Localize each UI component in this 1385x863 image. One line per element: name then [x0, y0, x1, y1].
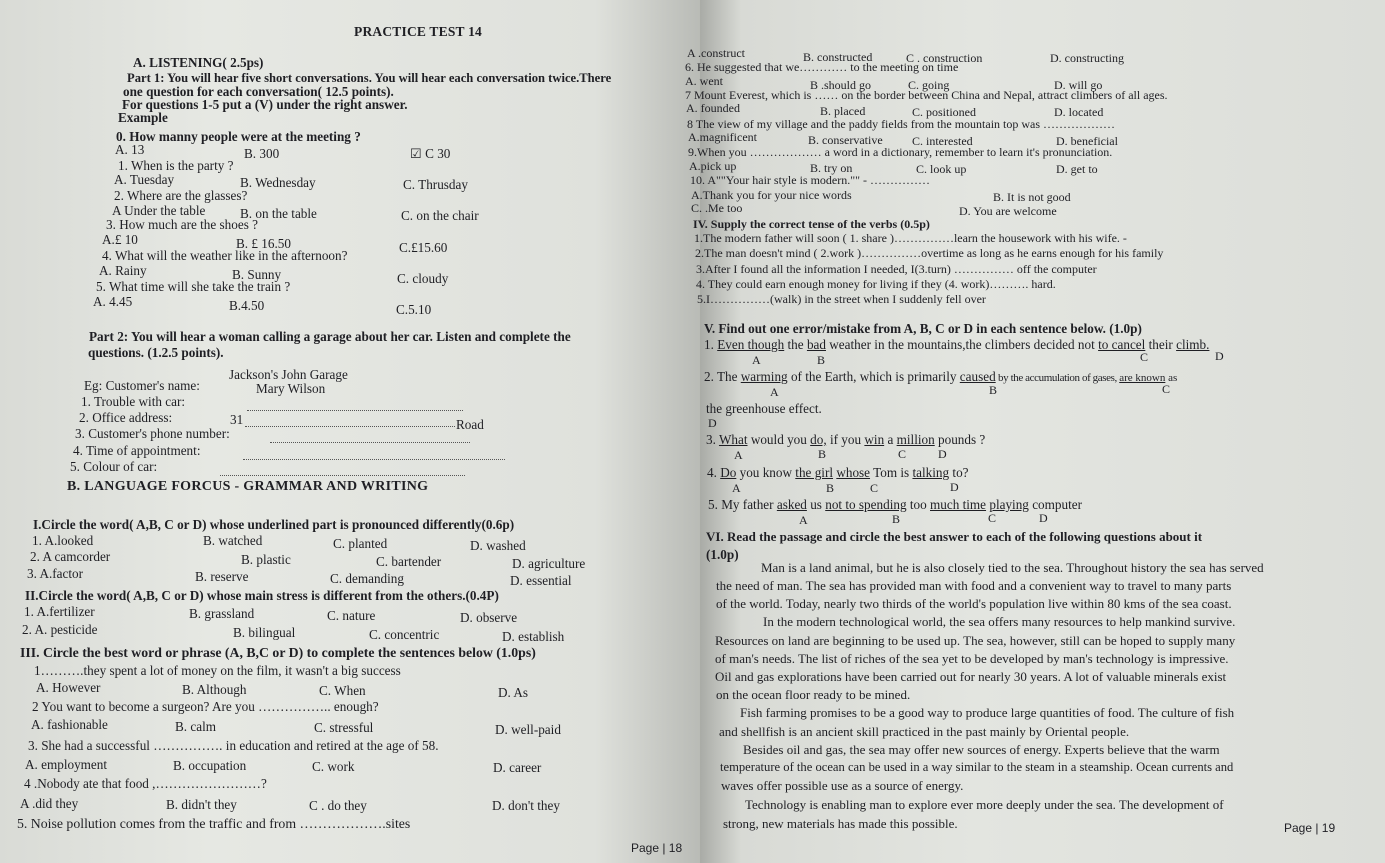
page-number: Page | 19	[1284, 821, 1336, 835]
form-example-label: Eg: Customer's name:	[84, 378, 200, 393]
option-a: A .construct	[687, 46, 745, 60]
option-d: D. You are welcome	[959, 204, 1057, 218]
s1-option: C. planted	[333, 536, 388, 551]
section6-heading: VI. Read the passage and circle the best answer to each of the following questions about it	[706, 529, 1203, 544]
passage-line: of the world. Today, nearly two thirds of the world's population live within 80 kms of the sea coast.	[716, 596, 1232, 611]
option-a: A. Tuesday	[114, 172, 175, 187]
option-c: C.5.10	[396, 302, 432, 317]
example-option-checked: ☑ C 30	[410, 146, 451, 161]
item-question: 7 Mount Everest, which is …… on the border between China and Nepal, attract climbers of all ages.	[685, 88, 1168, 102]
s3-option: D. don't they	[492, 798, 560, 813]
section4-line: 1.The modern father will soon ( 1. share )……………learn the housework with his wife. -	[694, 231, 1127, 245]
listening-question: 1. When is the party ?	[118, 158, 234, 173]
option-d: D. will go	[1054, 78, 1103, 92]
section1-heading: I.Circle the word( A,B, C or D) whose underlined part is pronounced differently(0.6p)	[33, 517, 515, 532]
s2-option: 1. A.fertilizer	[24, 604, 95, 619]
passage-line: In the modern technological world, the sea offers many resources to help mankind survive.	[763, 614, 1236, 629]
s2-option: C. nature	[327, 608, 376, 623]
s3-option: D. As	[498, 685, 529, 700]
section4-line: 2.The man doesn't mind ( 2.work )……………overtime as long as he earns enough for his family	[695, 246, 1164, 260]
s2-option: B. grassland	[189, 606, 255, 621]
form-blank	[243, 459, 505, 460]
option-a: A Under the table	[112, 203, 206, 218]
option-d: D. get to	[1056, 162, 1098, 176]
s1-option: B. reserve	[195, 569, 249, 584]
letter-a: A	[752, 353, 761, 367]
listening-question: 2. Where are the glasses?	[114, 188, 248, 203]
s1-option: B. watched	[203, 533, 263, 548]
form-title: Jackson's John Garage	[229, 367, 348, 382]
option-c: C . construction	[906, 51, 983, 65]
s2-option: D. observe	[460, 610, 518, 625]
s3-question: 1……….they spent a lot of money on the film, it wasn't a big success	[34, 663, 401, 678]
s1-option: D. essential	[510, 573, 572, 588]
s1-option: 2. A camcorder	[30, 549, 111, 564]
part1-instruction: Part 1: You will hear five short conversations. You will hear each conversation twice.There	[127, 71, 612, 85]
part1-instruction-2: one question for each conversation( 12.5 points).	[123, 84, 394, 99]
option-d: D. constructing	[1050, 51, 1124, 65]
form-field-label: 2. Office address:	[79, 410, 173, 425]
s3-option: A. However	[36, 680, 101, 695]
option-c: C. interested	[912, 134, 973, 148]
option-d: D. beneficial	[1056, 134, 1118, 148]
s2-option: D. establish	[502, 629, 565, 644]
passage-line: the need of man. The sea has provided man with food and a convenient way to travel to many parts	[716, 578, 1232, 593]
form-field-suffix: Road	[456, 417, 484, 432]
listening-question: 4. What will the weather like in the afternoon?	[102, 248, 348, 263]
passage-line: Man is a land animal, but he is also closely tied to the sea. Throughout history the sea has served	[761, 560, 1264, 575]
s3-question: 2 You want to become a surgeon? Are you …………….. enough?	[32, 699, 379, 714]
s3-question: 4 .Nobody ate that food ,……………………?	[24, 776, 267, 791]
right-page	[685, 0, 1385, 863]
letter-a: A	[732, 481, 741, 495]
example-option: A. 13	[115, 142, 145, 157]
letter-b: B	[989, 383, 998, 397]
s5-sentence-5: 5. My father asked us not to spending too much time playing computer	[708, 497, 1083, 512]
s3-option: A. employment	[25, 757, 108, 772]
section4-heading: IV. Supply the correct tense of the verbs (0.5p)	[693, 217, 930, 231]
s3-option: C . do they	[309, 798, 367, 813]
page-number: Page | 18	[631, 841, 683, 855]
passage-line: Technology is enabling man to explore ever more deeply under the sea. The development of	[745, 797, 1224, 812]
part1-instruction-3: For questions 1-5 put a (V) under the right answer.	[122, 97, 408, 112]
passage-line: on the ocean floor ready to be mined.	[716, 687, 911, 702]
s5-sentence-1: 1. Even though the bad weather in the mountains,the climbers decided not to cancel their climb.	[704, 337, 1210, 352]
passage-line: waves offer possible use as a source of energy.	[721, 778, 964, 793]
letter-a: A	[799, 513, 808, 527]
option-d: D. located	[1054, 105, 1104, 119]
option-a: A.pick up	[689, 159, 737, 173]
letter-c: C	[1162, 382, 1171, 396]
form-field-value: 31	[230, 412, 244, 427]
letter-b: B	[826, 481, 835, 495]
letter-b: B	[818, 447, 827, 461]
letter-d: D	[1215, 349, 1224, 363]
item-question: 6. He suggested that we………… to the meeting on time	[685, 60, 959, 74]
s1-option: B. plastic	[241, 552, 291, 567]
s2-option: B. bilingual	[233, 625, 296, 640]
item-question: 10. A""Your hair style is modern."" - ……………	[690, 173, 931, 187]
option-a: A.magnificent	[688, 130, 757, 144]
passage-line: of man's needs. The list of riches of the sea yet to be developed by man's technology is impressive.	[715, 651, 1229, 666]
s3-option: B. calm	[175, 719, 217, 734]
option-b: B. conservative	[808, 133, 883, 147]
s3-option: B. occupation	[173, 758, 247, 773]
form-field-label: 1. Trouble with car:	[81, 394, 186, 409]
option-a: A. 4.45	[93, 294, 133, 309]
s1-option: C. bartender	[376, 554, 442, 569]
form-blank	[220, 475, 465, 476]
option-b: B. Wednesday	[240, 175, 316, 190]
option-a: A.£ 10	[102, 232, 138, 247]
letter-a: A	[734, 448, 743, 462]
option-a: A. went	[685, 74, 723, 88]
s1-option: 1. A.looked	[32, 533, 94, 548]
s2-option: 2. A. pesticide	[22, 622, 98, 637]
option-c: C. Thrusday	[403, 177, 468, 192]
option-c: C. positioned	[912, 105, 977, 119]
s1-option: 3. A.factor	[27, 566, 84, 581]
section4-line: 4. They could earn enough money for living if they (4. work)………. hard.	[696, 277, 1056, 291]
example-question: 0. How manny people were at the meeting ?	[116, 129, 361, 144]
option-b: B. Sunny	[232, 267, 282, 282]
option-b: B. It is not good	[993, 190, 1071, 204]
form-field-label: 4. Time of appointment:	[73, 443, 201, 458]
s1-option: D. washed	[470, 538, 526, 553]
passage-line: Fish farming promises to be a good way to produce large quantities of food. The culture of fish	[740, 705, 1235, 720]
letter-c: C	[898, 447, 907, 461]
language-heading: B. LANGUAGE FORCUS - GRAMMAR AND WRITING	[67, 479, 429, 494]
section2-heading: II.Circle the word( A,B, C or D) whose main stress is different from the others.(0.4P)	[25, 588, 499, 603]
example-option: B. 300	[244, 146, 280, 161]
section3-heading: III. Circle the best word or phrase (A, B,C or D) to complete the sentences below (1.0ps)	[20, 645, 536, 660]
example-label: Example	[118, 110, 168, 125]
part2-instruction-2: questions. (1.2.5 points).	[88, 345, 224, 360]
option-b: B. try on	[810, 161, 853, 175]
s5-sentence-4: 4. Do you know the girl whose Tom is talking to?	[707, 465, 969, 480]
letter-c: C	[988, 511, 997, 525]
option-b: B. constructed	[803, 50, 873, 64]
option-c: C. look up	[916, 162, 967, 176]
section4-line: 5.I……………(walk) in the street when I suddenly fell over	[697, 292, 986, 306]
option-c: C. going	[908, 78, 950, 92]
option-a: A.Thank you for your nice words	[691, 188, 852, 202]
s5-sentence-3: 3. What would you do, if you win a million pounds ?	[706, 432, 986, 447]
option-c: C. on the chair	[401, 208, 479, 223]
letter-d: D	[1039, 511, 1048, 525]
form-blank	[245, 426, 455, 427]
part2-instruction: Part 2: You will hear a woman calling a garage about her car. Listen and complete the	[89, 329, 571, 344]
passage-line: strong, new materials has made this possible.	[723, 816, 958, 831]
form-field-label: 3. Customer's phone number:	[75, 426, 230, 441]
s3-option: A. fashionable	[31, 717, 108, 732]
letter-c: C	[870, 481, 879, 495]
s5-sentence-2-continued: the greenhouse effect.	[706, 401, 822, 416]
passage-line: and shellfish is an ancient skill practiced in the past mainly by Oriental people.	[719, 724, 1130, 739]
option-b: B. £ 16.50	[236, 236, 291, 251]
passage-line: temperature of the ocean can be used in a way similar to the steam in a steamship. Ocean currents and	[720, 760, 1234, 774]
listening-question: 5. What time will she take the train ?	[96, 279, 291, 294]
s3-option: D. well-paid	[495, 722, 561, 737]
listening-question: 3. How much are the shoes ?	[106, 217, 258, 232]
passage-line: Resources on land are beginning to be used up. The sea, however, still can be hoped to supply many	[715, 633, 1236, 648]
s2-option: C. concentric	[369, 627, 440, 642]
letter-b: B	[817, 353, 826, 367]
option-b: B. on the table	[240, 206, 317, 221]
s3-option: C. work	[312, 759, 355, 774]
section5-heading: V. Find out one error/mistake from A, B, C or D in each sentence below. (1.0p)	[704, 321, 1142, 336]
s3-question: 5. Noise pollution comes from the traffic and from ……………….sites	[17, 816, 411, 831]
s3-question: 3. She had a successful ……………. in education and retired at the age of 58.	[28, 738, 439, 753]
letter-d: D	[950, 480, 959, 494]
option-a: A. Rainy	[99, 263, 147, 278]
option-c: C. cloudy	[397, 271, 449, 286]
form-blank	[270, 442, 470, 443]
item-question: 9.When you ……………… a word in a dictionary, remember to learn it's pronunciation.	[688, 145, 1113, 159]
option-b: B.4.50	[229, 298, 265, 313]
passage-line: Oil and gas explorations have been carried out for nearly 30 years. A lot of valuable minerals exist	[715, 669, 1227, 684]
option-c: C. .Me too	[691, 201, 743, 215]
s3-option: C. stressful	[314, 720, 374, 735]
s3-option: B. didn't they	[166, 797, 237, 812]
letter-c: C	[1140, 350, 1149, 364]
s3-option: B. Although	[182, 682, 247, 697]
s3-option: C. When	[319, 683, 366, 698]
passage-line: Besides oil and gas, the sea may offer new sources of energy. Experts believe that the warm	[743, 742, 1220, 757]
option-c: C.£15.60	[399, 240, 448, 255]
s1-option: D. agriculture	[512, 556, 586, 571]
s5-sentence-2: 2. The warming of the Earth, which is primarily caused by the accumulation of gases, are known as	[704, 369, 1178, 384]
section4-line: 3.After I found all the information I needed, I(3.turn) …………… off the computer	[696, 262, 1097, 276]
s3-option: A .did they	[20, 796, 79, 811]
test-title: PRACTICE TEST 14	[354, 24, 482, 39]
s1-option: C. demanding	[330, 571, 404, 586]
item-question: 8 The view of my village and the paddy fields from the mountain top was ………………	[687, 117, 1116, 131]
letter-d: D	[938, 447, 947, 461]
section6-heading-2: (1.0p)	[706, 547, 739, 562]
option-b: B. placed	[820, 104, 866, 118]
letter-b: B	[892, 512, 901, 526]
option-b: B .should go	[810, 78, 872, 92]
s3-option: D. career	[493, 760, 542, 775]
letter-a: A	[770, 385, 779, 399]
option-a: A. founded	[686, 101, 740, 115]
form-example-value: Mary Wilson	[256, 381, 326, 396]
form-field-label: 5. Colour of car:	[70, 459, 158, 474]
form-blank	[247, 410, 463, 411]
listening-heading: A. LISTENING( 2.5ps)	[133, 55, 264, 70]
letter-d: D	[708, 416, 717, 430]
